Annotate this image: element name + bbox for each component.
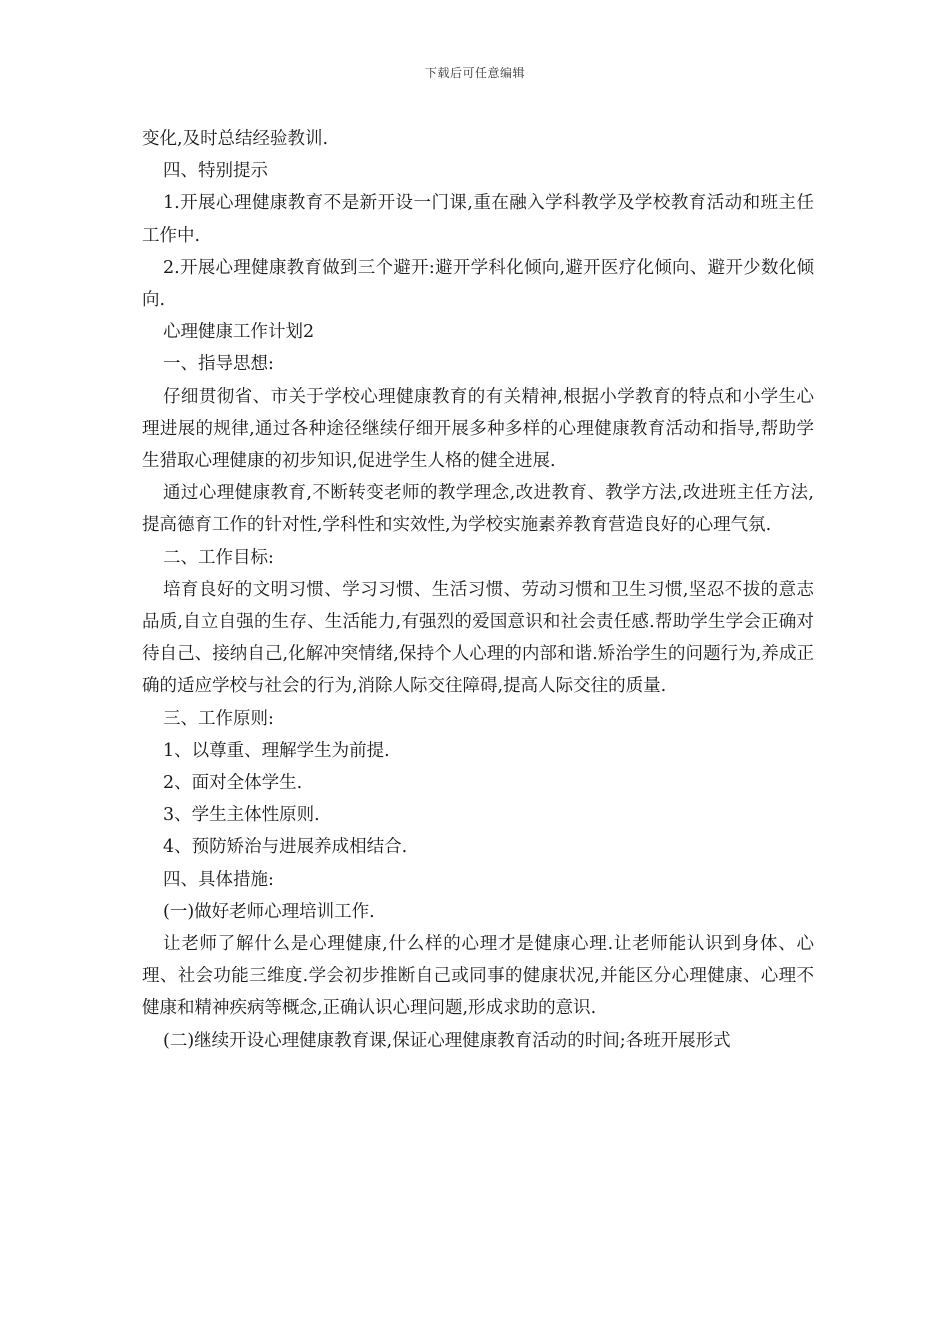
paragraph: 1.开展心理健康教育不是新开设一门课,重在融入学科教学及学校教育活动和班主任工作中. [142,193,814,246]
paragraph: 变化,及时总结经验教训. [142,129,329,149]
list-item: 3、学生主体性原则. [163,805,320,826]
paragraph: 培育良好的文明习惯、学习习惯、生活习惯、劳动习惯和卫生习惯,坚忍不拔的意志品质,自立自强的生存、生活能力,有强烈的爱国意识和社会责任感.帮助学生学会正确对待自己、接纳自己,化解冲突情绪,保持个人心理的内部和谐.矫治学生的问题行为,养成正确的适应学校与社会的行为,消除人际交往障碍,提高人际交往的质量. [142,579,814,697]
page-header [0,64,950,81]
section-heading: 四、特别提示 [163,161,268,182]
header-note: 下载后可任意编辑 [424,66,525,80]
paragraph: 仔细贯彻省、市关于学校心理健康教育的有关精神,根据小学教育的特点和小学生心理进展的规律,通过各种途径继续仔细开展多种多样的心理健康教育活动和指导,帮助学生猎取心理健康的初步知识,促进学生人格的健全进展. [142,386,814,472]
paragraph: 2.开展心理健康教育做到三个避开:避开学科化倾向,避开医疗化倾向、避开少数化倾向. [142,257,814,311]
paragraph: (二)继续开设心理健康教育课,保证心理健康教育活动的时间;各班开展形式 [163,1030,731,1051]
section-heading: 二、工作目标: [163,547,274,568]
section-heading: 四、具体措施: [163,869,274,890]
list-item: 4、预防矫治与进展养成相结合. [163,837,408,858]
document-title: 心理健康工作计划2 [163,322,315,343]
subsection-heading: (一)做好老师心理培训工作. [163,901,375,922]
list-item: 1、以尊重、理解学生为前提. [163,740,390,761]
section-heading: 一、指导思想: [163,354,274,375]
list-item: 2、面对全体学生. [163,773,303,794]
document-body [142,123,814,1057]
paragraph: 让老师了解什么是心理健康,什么样的心理才是健康心理.让老师能认识到身体、心理、社会功能三维度.学会初步推断自己或同事的健康状况,并能区分心理健康、心理不健康和精神疾病等概念,正确认识心理问题,形成求助的意识. [142,934,814,1019]
section-heading: 三、工作原则: [163,708,274,729]
paragraph: 通过心理健康教育,不断转变老师的教学理念,改进教育、教学方法,改进班主任方法,提高德育工作的针对性,学科性和实效性,为学校实施素养教育营造良好的心理气氛. [142,483,814,536]
